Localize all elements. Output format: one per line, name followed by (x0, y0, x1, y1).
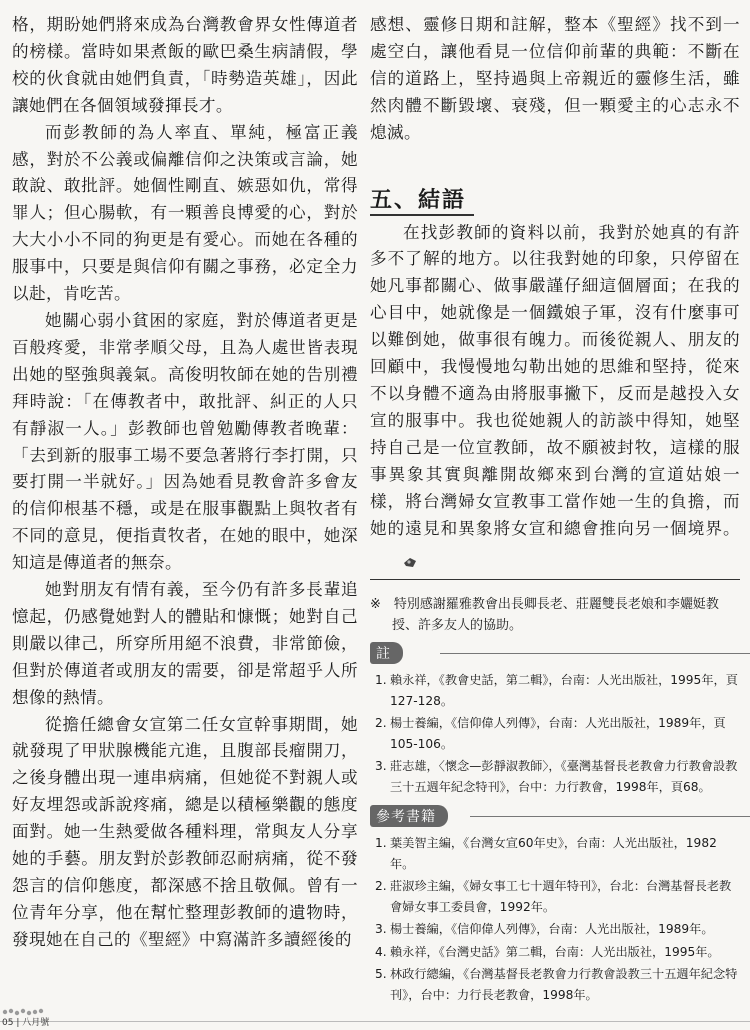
references-title: 參考書籍 (370, 805, 448, 827)
note-item (370, 756, 740, 797)
divider (470, 816, 750, 817)
reference-number: 3. (375, 922, 387, 937)
reference-item (370, 964, 740, 1005)
divider (440, 653, 750, 654)
reference-number: 4. (375, 944, 387, 959)
references-list (370, 833, 740, 1005)
conclusion-text: 在找彭教師的資料以前，我對於她真的有許多不了解的地方。以往我對她的印象，只停留在她凡事都關心、做事嚴謹仔細這個層面；在我的心目中，她就像是一個鐵娘子軍，沒有什麼事可以難倒她，做事很有魄力。而後從親人、朋友的回顧中，我慢慢地勾勒出她的思維和堅持，從來不以身體不適為由將服事撇下，反而是越投入女宣的服事中。我也從她親人的訪談中得知，她堅持自己是一位宣教師，故不願被封牧，這樣的服事異象其實與離開故鄉來到台灣的宣道姑娘一樣，將台灣婦女宣教事工當作她一生的負擔，而她的遠見和異象將女宣和總會推向另一個境界。 (370, 222, 740, 538)
page-bottom-line (0, 1021, 750, 1022)
note-item (370, 670, 740, 711)
body-paragraph: 從擔任總會女宣第二任女宣幹事期間，她就發現了甲狀腺機能亢進，且腹部長瘤開刀，之後身體出現一連串病痛，但她從不對親人或好友埋怨或訴說疼痛，總是以積極樂觀的態度面對。她一生熱愛做各種料理，常與友人分享她的手藝。朋友對於彭教師忍耐病痛，從不發怨言的信仰態度，都深感不捨且敬佩。曾有一位青年分享，他在幫忙整理彭教師的遺物時，發現她在自己的《聖經》中寫滿許多讀經後的 (12, 714, 358, 949)
reference-item (370, 942, 740, 963)
body-paragraph: 她關心弱小貧困的家庭，對於傳道者更是百般疼愛，非常孝順父母，且為人處世皆表現出她的堅強與義氣。高俊明牧師在她的告別禮拜時說：「在傳教者中，敢批評、糾正的人只有靜淑一人。」彭教師也曾勉勵傳教者晚輩：「去到新的服事工場不要急著將行李打開，只要打開一半就好。」因為她看見教會許多會友的信仰根基不穩，或是在服事觀點上與牧者有不同的意見，便指責牧者，在她的眼中，她深知這是傳道者的無奈。 (12, 310, 358, 573)
reference-item (370, 876, 740, 917)
body-paragraph: 格，期盼她們將來成為台灣教會界女性傳道者的榜樣。當時如果煮飯的歐巴桑生病請假，學校的伙食就由她們負責，「時勢造英雄」，因此讓她們在各個領域發揮長才。 (12, 15, 358, 115)
reference-text: 葉美智主編，《台灣女宣60年史》，台南：人光出版社，1982年。 (390, 836, 717, 871)
continued-paragraph: 感想、靈修日期和註解，整本《聖經》找不到一處空白，讓他看見一位信仰前輩的典範：不斷在信的道路上，堅持過與上帝親近的靈修生活，雖然肉體不斷毀壞、衰殘，但一顆愛主的心志永不熄滅。 (370, 15, 740, 142)
reference-item (370, 833, 740, 874)
note-item (370, 713, 740, 754)
left-column (12, 12, 358, 954)
reference-text: 楊士養編，《信仰偉人列傳》，台南：人光出版社，1989年。 (390, 922, 714, 937)
note-text: 賴永祥，《教會史話，第二輯》，台南：人光出版社，1995年，頁127-128。 (390, 673, 738, 708)
divider (370, 579, 740, 580)
reference-text: 莊淑珍主編，《婦女事工七十週年特刊》，台北：台灣基督長老教會婦女事工委員會，1992年。 (390, 879, 732, 914)
notes-header (370, 642, 740, 664)
reference-text: 賴永祥，《台灣史話》第二輯，台南：人光出版社，1995年。 (390, 944, 720, 959)
note-number: 3. (375, 759, 387, 774)
note-text: 莊志雄，〈懷念—彭靜淑教師〉，《臺灣基督長老教會力行教會設教三十五週年紀念特刊》，台中：力行教會，1998年，頁68。 (390, 759, 738, 794)
references-header (370, 805, 740, 827)
reference-number: 2. (375, 879, 387, 894)
acknowledgement: ※ 特別感謝羅雅教會出長卿長老、莊麗雙長老娘和李孋娗教授、許多友人的協助。 (370, 597, 719, 634)
conclusion-paragraph (370, 220, 740, 570)
reference-item (370, 919, 740, 940)
body-paragraph: 而彭教師的為人率直、單純，極富正義感，對於不公義或偏離信仰之決策或言論，她敢說、敢批評。她個性剛直、嫉惡如仇，常得罪人；但心腸軟，有一顆善良博愛的心，對於大大小小不同的狗更是有愛心。而她在各種的服事中，只要是與信仰有關之事務，必定全力以赴，肯吃苦。 (12, 122, 358, 304)
page-footer (0, 1002, 90, 1030)
decorative-end-mark-icon (370, 550, 384, 561)
notes-title: 註 (370, 642, 403, 664)
note-number: 1. (375, 673, 387, 688)
section-heading: 五、結語 (370, 183, 474, 216)
right-column (370, 12, 740, 1007)
body-paragraph: 她對朋友有情有義，至今仍有許多長輩追憶起，仍感覺她對人的體貼和慷慨；她對自己則嚴以律己，所穿所用絕不浪費，非常節儉，但對於傳道者或朋友的需要，卻是常超乎人所想像的熱情。 (12, 580, 358, 707)
page-label: 05 | 八月號 (2, 1018, 50, 1028)
note-number: 2. (375, 716, 387, 731)
reference-number: 5. (375, 967, 387, 982)
notes-list (370, 670, 740, 797)
reference-number: 1. (375, 836, 387, 851)
note-text: 楊士養編，《信仰偉人列傳》，台南：人光出版社，1989年，頁105-106。 (390, 716, 726, 751)
reference-text: 林政行總編，《台灣基督長老教會力行教會設教三十五週年紀念特刊》，台中：力行長老教會，1998年。 (390, 967, 738, 1002)
